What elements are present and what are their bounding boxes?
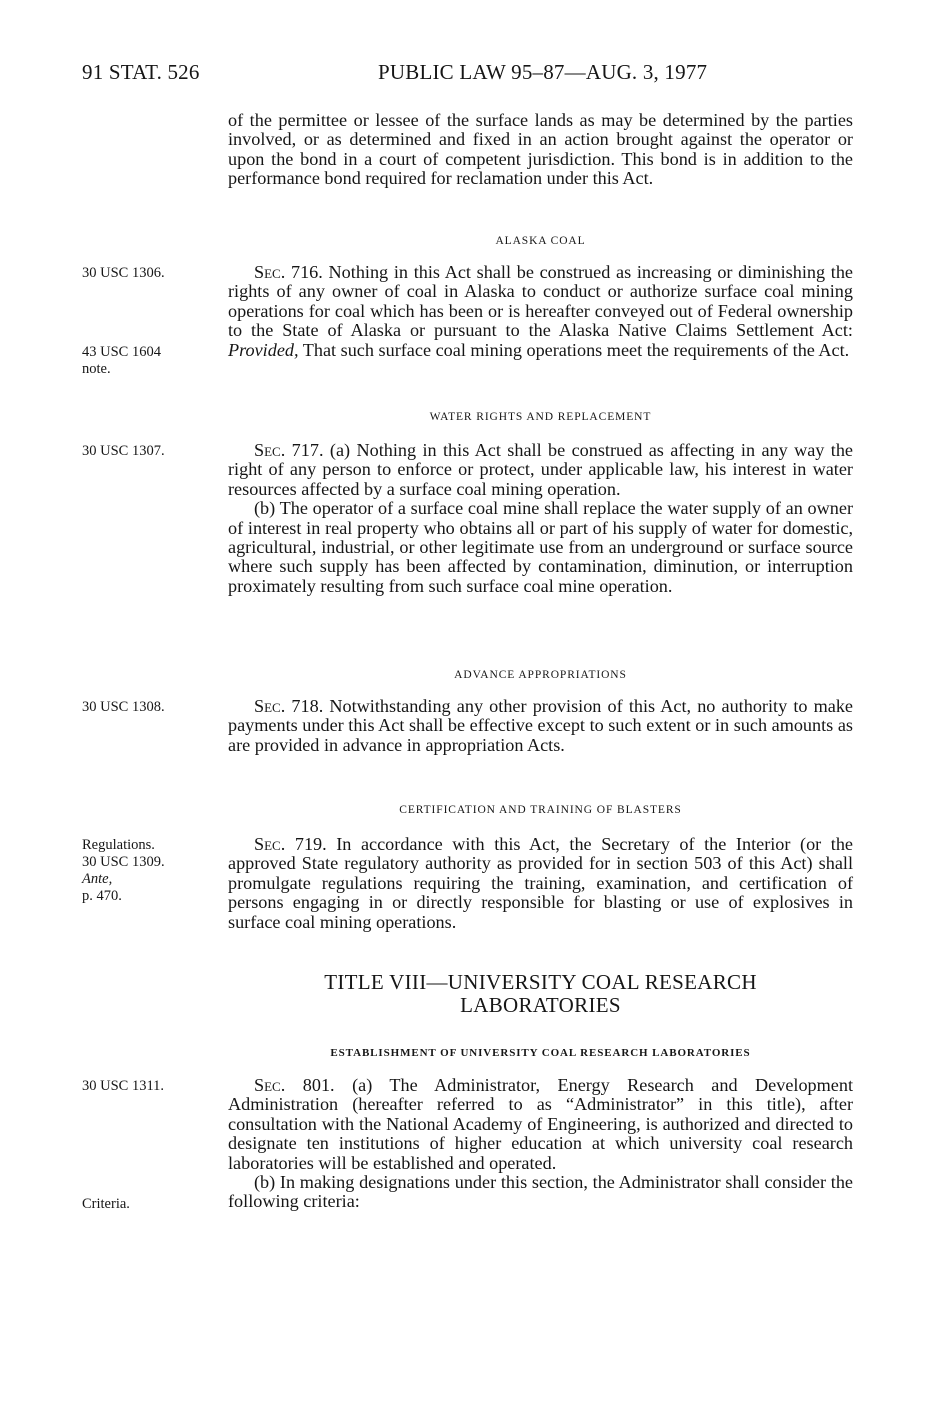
- section-716-paragraph: [228, 263, 853, 360]
- section-717: [228, 441, 853, 596]
- section-number: 801.: [285, 1075, 335, 1095]
- section-number: 718.: [285, 696, 324, 716]
- heading-establishment-labs: ESTABLISHMENT OF UNIVERSITY COAL RESEARCH LABORATORIES: [330, 1047, 751, 1059]
- margin-note-30-usc-1311: [82, 1078, 222, 1095]
- section-label: Sec.: [254, 834, 286, 854]
- section-label: Sec.: [254, 262, 286, 282]
- section-717-text-a: (a) Nothing in this Act shall be construed as affecting in any way the right of any person to enforce or protect, under applicable law, his interest in water resources affected by a surface coal mining operation.: [228, 440, 854, 499]
- margin-note-text: 30 USC 1309.: [82, 854, 165, 870]
- title-viii-line-1: TITLE VIII—UNIVERSITY COAL RESEARCH: [324, 970, 757, 994]
- section-719-text: In accordance with this Act, the Secretary of the Interior (or the approved State regulatory authority as provided for in section 503 of this Act) shall promulgate regulations requiring the training, examination, and certification of persons engaging in or directly responsible for blasting or use of explosives in surface coal mining operations.: [228, 834, 854, 932]
- section-718-text: Notwithstanding any other provision of this Act, no authority to make payments under this Act shall be effective except to such extent or in such amounts as are provided in advance in appropriation Acts.: [228, 696, 853, 755]
- heading-water-rights: WATER RIGHTS AND REPLACEMENT: [429, 411, 652, 423]
- section-label: Sec.: [254, 696, 286, 716]
- section-717-paragraph-a: [228, 441, 853, 499]
- margin-note-30-usc-1308: [82, 699, 222, 716]
- section-719: [228, 835, 853, 932]
- margin-note-30-usc-1307: [82, 443, 222, 460]
- section-number: 717.: [285, 440, 324, 460]
- margin-note-text: 30 USC 1308.: [82, 699, 165, 715]
- margin-note-text: 43 USC 1604: [82, 344, 161, 360]
- heading-advance-appropriations: ADVANCE APPROPRIATIONS: [454, 669, 627, 681]
- section-717-paragraph-b: (b) The operator of a surface coal mine shall replace the water supply of an owner of interest in real property who obtains all or part of his supply of water for domestic, agricultural, industrial, or other legitimate use from an underground or surface source where such supply has been affected by contamination, diminution, or interruption proximately resulting from such surface coal mine operation.: [228, 498, 853, 596]
- heading-certification-blasters: CERTIFICATION AND TRAINING OF BLASTERS: [399, 804, 682, 816]
- margin-note-text: 30 USC 1306.: [82, 265, 165, 281]
- section-718: [228, 697, 853, 755]
- section-801-paragraph-a: [228, 1076, 853, 1173]
- section-801-text-a: (a) The Administrator, Energy Research and Development Administration (hereafter referred to as “Administrator” in this title), after consultation with the National Academy of Engineering, is authorized and directed to designate ten institutions of higher education at which university coal research laboratories will be established and operated.: [228, 1075, 853, 1173]
- margin-note-text: Regulations.: [82, 837, 155, 853]
- statute-page-reference: 91 STAT. 526: [82, 60, 200, 84]
- margin-note-text: 30 USC 1311.: [82, 1078, 165, 1094]
- section-label: Sec.: [254, 1075, 286, 1095]
- section-801: [228, 1076, 853, 1212]
- title-viii-heading: [228, 971, 853, 1017]
- continuation-text: of the permittee or lessee of the surface lands as may be determined by the parties involved, or as determined and fixed in an action brought against the operator or upon the bond in a court of competent jurisdiction. This bond is in addition to the performance bond required for reclamation under this Act.: [228, 110, 853, 189]
- section-number: 716.: [285, 262, 323, 282]
- public-law-header: PUBLIC LAW 95–87—AUG. 3, 1977: [378, 60, 708, 84]
- ante-italic: Ante,: [82, 871, 113, 887]
- heading-alaska-coal: ALASKA COAL: [495, 235, 586, 247]
- margin-note-regulations: [82, 837, 222, 905]
- section-label: Sec.: [254, 440, 286, 460]
- provided-italic: Provided,: [228, 339, 299, 360]
- section-718-paragraph: [228, 697, 853, 755]
- ante-page: p. 470.: [82, 888, 122, 904]
- margin-note-text: 30 USC 1307.: [82, 443, 165, 459]
- margin-note-text: Criteria.: [82, 1196, 130, 1212]
- continuation-paragraph: [228, 111, 853, 189]
- margin-note-30-usc-1306: [82, 265, 222, 282]
- margin-note-text: note.: [82, 361, 111, 377]
- section-801-paragraph-b: (b) In making designations under this section, the Administrator shall consider the following criteria:: [228, 1172, 853, 1212]
- section-716: [228, 263, 853, 360]
- section-716-text-a: Nothing in this Act shall be construed as increasing or diminishing the rights of any owner of coal in Alaska to conduct or authorize surface coal mining operations for coal which has been or is hereafter conveyed out of Federal ownership to the State of Alaska or pursuant to the Alaska Native Claims Settlement Act:: [228, 262, 854, 341]
- margin-note-criteria: [82, 1196, 222, 1213]
- title-viii-line-2: LABORATORIES: [460, 993, 621, 1017]
- section-719-paragraph: [228, 835, 853, 932]
- section-716-text-b: That such surface coal mining operations meet the requirements of the Act.: [298, 339, 850, 360]
- margin-note-ante: [82, 871, 222, 905]
- margin-note-43-usc-1604: [82, 344, 222, 378]
- section-number: 719.: [285, 834, 327, 854]
